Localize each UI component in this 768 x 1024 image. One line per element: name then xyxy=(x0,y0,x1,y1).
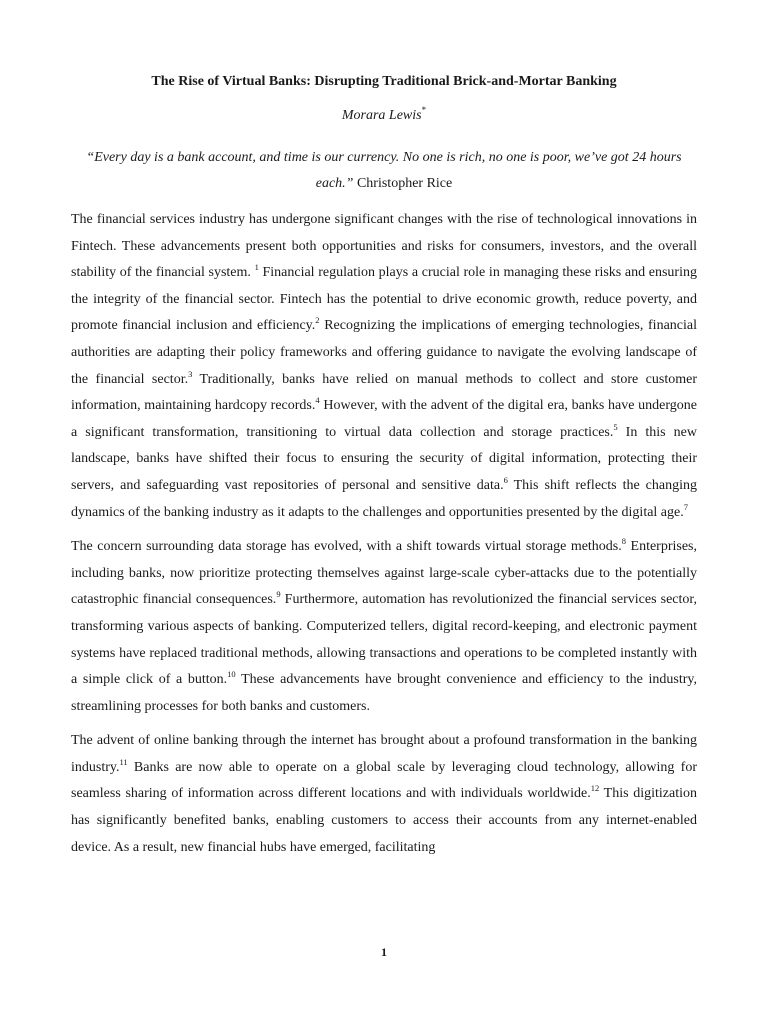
text-segment: These advancements have brought convenience and efficiency to the industry, streamlining processes for both banks and customers. xyxy=(71,672,697,714)
footnote-ref: 1 xyxy=(254,262,259,273)
text-segment: Recognizing the implications of emerging technologies, financial authorities are adapting their policy frameworks and offering guidance to navigate the evolving landscape of the financial sector. xyxy=(71,318,697,387)
footnote-ref: 5 xyxy=(613,421,618,432)
text-segment: This shift reflects the changing dynamics of the banking industry as it adapts to the challenges and opportunities presented by the digital age. xyxy=(71,477,697,520)
text-segment: This digitization has significantly benefited banks, enabling customers to access their accounts from any internet-enabled device. As a result, new financial hubs have emerged, facilitating xyxy=(71,786,697,855)
paragraph-2 xyxy=(71,534,697,720)
footnote-ref: 4 xyxy=(315,395,320,406)
footnote-ref: 11 xyxy=(119,756,128,767)
footnote-ref: 10 xyxy=(227,669,236,680)
footnote-ref: 7 xyxy=(683,501,688,512)
body-text xyxy=(71,207,697,869)
text-segment: Traditionally, banks have relied on manual methods to collect and store customer information, maintaining hardcopy records. xyxy=(71,371,697,414)
text-segment: Enterprises, including banks, now prioritize protecting themselves against large-scale cyber-attacks due to the potentially catastrophic financial consequences. xyxy=(71,539,698,608)
author-footnote-mark: * xyxy=(421,105,427,115)
footnote-ref: 2 xyxy=(315,315,320,326)
text-segment: The advent of online banking through the internet has brought about a profound transformation in the banking industry. xyxy=(71,733,697,775)
paper-title: The Rise of Virtual Banks: Disrupting Traditional Brick-and-Mortar Banking xyxy=(151,74,617,89)
epigraph-attribution: Christopher Rice xyxy=(356,176,453,191)
author-line xyxy=(60,107,708,125)
footnote-ref: 9 xyxy=(276,589,281,600)
text-segment: However, with the advent of the digital era, banks have undergone a significant transformation, transitioning to virtual data collection and storage practices. xyxy=(71,398,698,440)
epigraph xyxy=(66,145,702,197)
author-name: Morara Lewis xyxy=(341,108,422,123)
page-number: 1 xyxy=(381,945,387,959)
footnote-ref: 12 xyxy=(590,783,600,794)
text-segment: The financial services industry has undergone significant changes with the rise of technological innovations in Fintech. These advancements present both opportunities and risks for consumers, investors, and the overall stability of the financial system. xyxy=(71,212,697,281)
footnote-ref: 8 xyxy=(621,536,627,547)
footnote-ref: 6 xyxy=(503,474,508,485)
text-segment: Furthermore, automation has revolutionized the financial services sector, transforming various aspects of banking. Computerized tellers, digital record-keeping, and electronic payment systems have replaced traditional methods, allowing transactions and operations to be completed instantly with a simple click of a button. xyxy=(71,592,697,688)
paragraph-3 xyxy=(71,728,697,861)
text-segment: In this new landscape, banks have shifted their focus to ensuring the security of digital information, protecting their servers, and safeguarding vast repositories of personal and sensitive data. xyxy=(71,424,697,493)
text-segment: Banks are now able to operate on a global scale by leveraging cloud technology, allowing for seamless sharing of information across different locations and with individuals worldwide. xyxy=(71,759,697,802)
text-segment: Financial regulation plays a crucial role in managing these risks and ensuring the integrity of the financial sector. Fintech has the potential to drive economic growth, reduce poverty, and promote financial inclusion and efficiency. xyxy=(71,265,697,334)
footnote-ref: 3 xyxy=(188,368,193,379)
text-segment: The concern surrounding data storage has evolved, with a shift towards virtual storage methods. xyxy=(71,539,622,555)
paragraph-1 xyxy=(71,207,697,526)
epigraph-quote: “Every day is a bank account, and time is our currency. No one is rich, no one is poor, we’ve got 24 hours each.” xyxy=(86,150,682,191)
